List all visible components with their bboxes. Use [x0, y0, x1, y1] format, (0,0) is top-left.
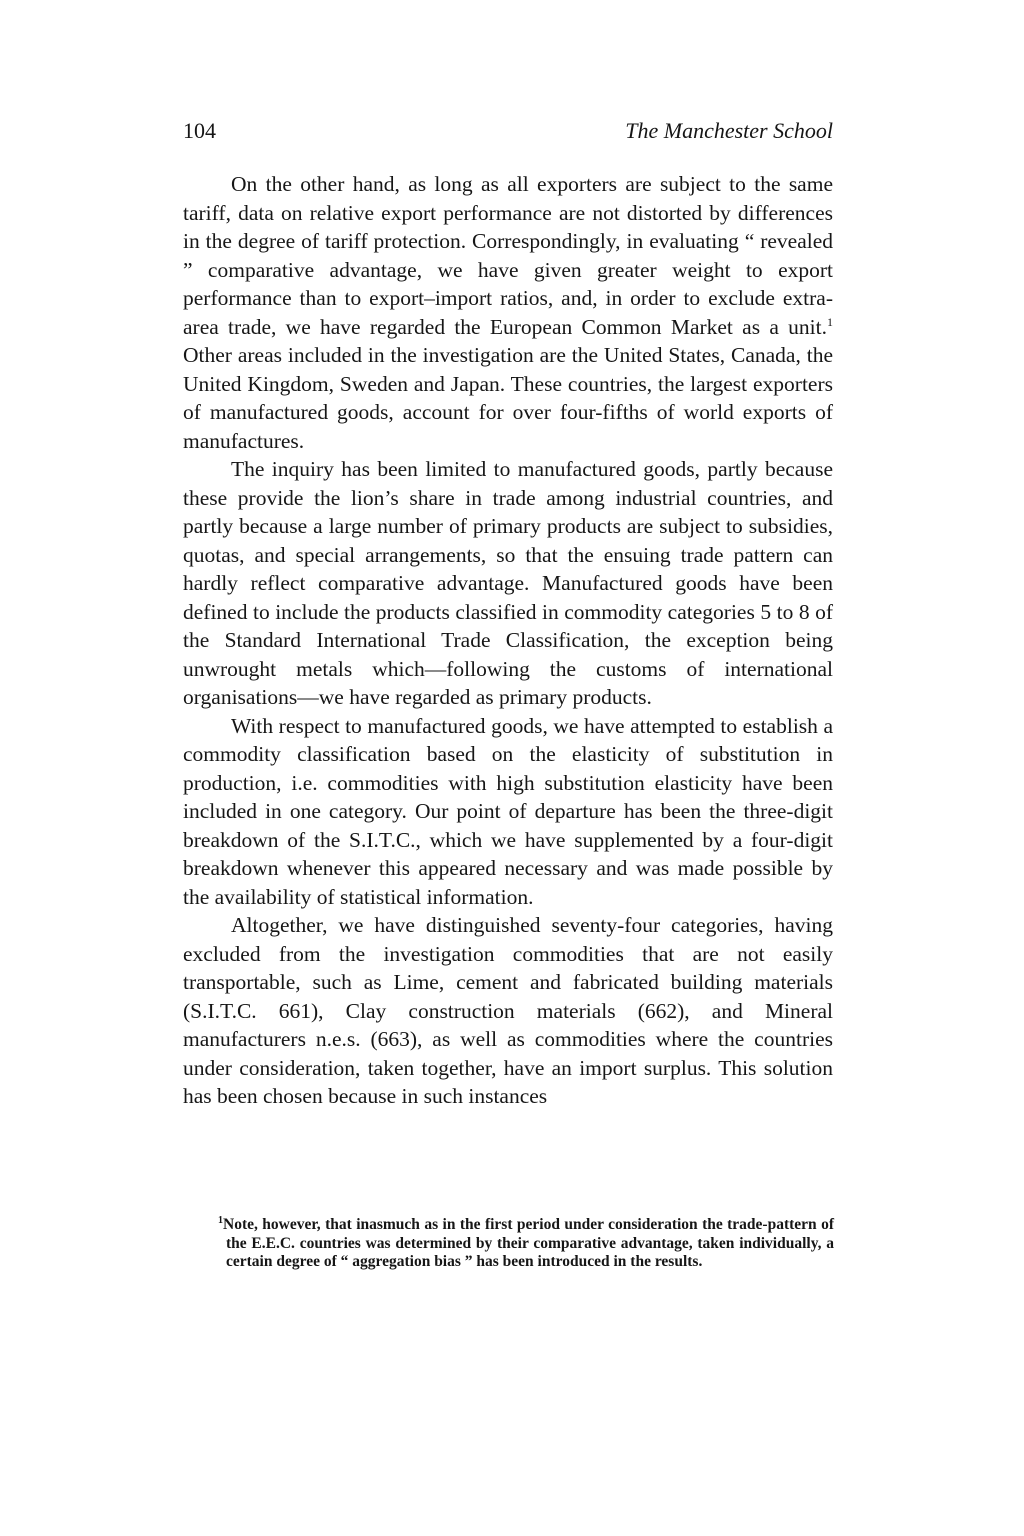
paragraph-4: Altogether, we have distinguished seventy-four categories, having excluded from the investigation commodities that are not easily transportable, such as Lime, cement and fabricated building materials (S.I.T.C. 661), Clay construction materials (662), and Mineral manufacturers n.e.s. (663), as well as commodities where the countries under consideration, taken together, have an import surplus. This solution has been chosen because in such instances	[183, 913, 833, 1108]
running-head: The Manchester School	[625, 118, 833, 143]
footnote-text: Note, however, that inasmuch as in the first period under consideration the trade-pattern of the E.E.C. countries was determined by their comparative advantage, taken individually, a certain degree of “ aggregation bias ” has been introduced in the results.	[223, 1216, 834, 1270]
footnote-reference-1: 1	[827, 314, 833, 329]
paragraph-1-text-after: Other areas included in the investigation are the United States, Canada, the United Kingdom, Sweden and Japan. These countries, the largest exporters of manufactured goods, account for over four-fifths of world exports of manufactures.	[183, 343, 833, 453]
page-number: 104	[183, 118, 216, 143]
body-text	[183, 170, 833, 1111]
paragraph-2: The inquiry has been limited to manufactured goods, partly because these provide the lion’s share in trade among industrial countries, and partly because a large number of primary products are subject to subsidies, quotas, and special arrangements, so that the ensuing trade pattern can hardly reflect comparative advantage. Manufactured goods have been defined to include the products classified in commodity categories 5 to 8 of the Standard International Trade Classification, the exception being unwrought metals which—following the customs of international organisations—we have regarded as primary products.	[183, 457, 833, 709]
page-header	[183, 118, 833, 158]
paragraph-1-text-before: On the other hand, as long as all exporters are subject to the same tariff, data on relative export performance are not distorted by differences in the degree of tariff protection. Correspondingly, in evaluating “ revealed ” comparative advantage, we have given greater weight to export performance than to export–import ratios, and, in order to exclude extra-area trade, we have regarded the European Common Market as a unit.	[183, 172, 833, 339]
paragraph-1	[183, 170, 833, 455]
footnote-marker: 1	[218, 1214, 223, 1226]
paragraph-3: With respect to manufactured goods, we have attempted to establish a commodity classification based on the elasticity of substitution in production, i.e. commodities with high substitution elasticity have been included in one category. Our point of departure has been the three-digit breakdown of the S.I.T.C., which we have supplemented by a four-digit breakdown whenever this appeared necessary and was made possible by the availability of statistical information.	[183, 713, 833, 909]
footnote	[218, 1216, 834, 1272]
